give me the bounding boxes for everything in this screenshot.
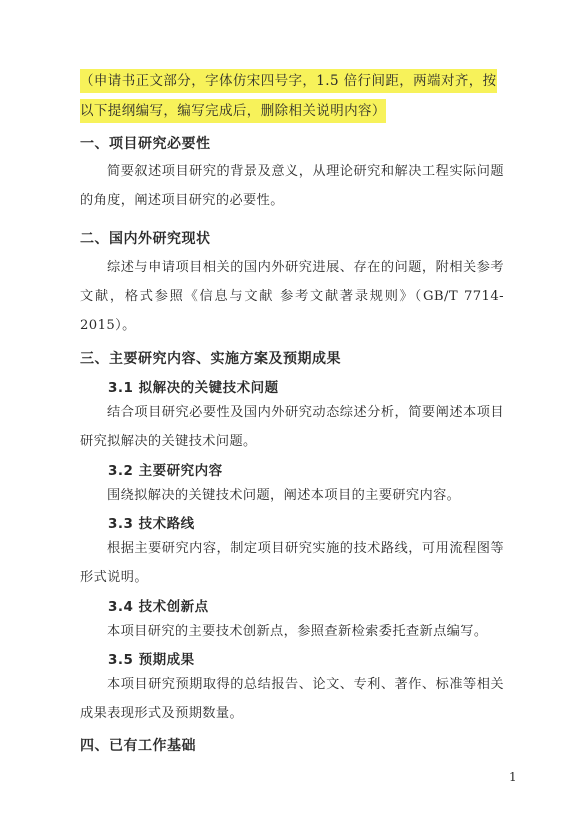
subsection-3-4-paragraph: 本项目研究的主要技术创新点，参照查新检索委托查新点编写。 xyxy=(107,624,488,639)
subsection-heading-3-1: 3.1 拟解决的关键技术问题 xyxy=(108,380,279,396)
section-heading-3: 三、主要研究内容、实施方案及预期成果 xyxy=(80,351,341,367)
subsection-heading-3-3: 3.3 技术路线 xyxy=(108,516,195,532)
section-heading-4: 四、已有工作基础 xyxy=(80,738,196,754)
section-2-paragraph: 综述与申请项目相关的国内外研究进展、存在的问题，附相关参考文献，格式参照《信息与文献 参考文献著录规则》（GB/T 7714-2015）。 xyxy=(80,260,504,333)
instruction-note-text: （申请书正文部分，字体仿宋四号字，1.5 倍行间距，两端对齐，按以下提纲编写，编写完成后，删除相关说明内容） xyxy=(80,69,497,123)
subsection-heading-3-4: 3.4 技术创新点 xyxy=(108,599,209,615)
page-number: 1 xyxy=(509,770,517,784)
section-heading-2: 二、国内外研究现状 xyxy=(80,231,211,247)
subsection-3-5-paragraph: 本项目研究预期取得的总结报告、论文、专利、著作、标准等相关成果表现形式及预期数量。 xyxy=(80,677,504,721)
subsection-3-1-paragraph: 结合项目研究必要性及国内外研究动态综述分析，简要阐述本项目研究拟解决的关键技术问题。 xyxy=(80,405,504,449)
subsection-heading-3-2: 3.2 主要研究内容 xyxy=(108,463,223,479)
section-1-paragraph: 简要叙述项目研究的背景及意义，从理论研究和解决工程实际问题的角度，阐述项目研究的必要性。 xyxy=(80,164,504,208)
section-heading-1: 一、项目研究必要性 xyxy=(80,136,211,152)
subsection-3-2-paragraph: 围绕拟解决的关键技术问题，阐述本项目的主要研究内容。 xyxy=(107,488,461,503)
subsection-heading-3-5: 3.5 预期成果 xyxy=(108,652,195,668)
subsection-3-3-paragraph: 根据主要研究内容，制定项目研究实施的技术路线，可用流程图等形式说明。 xyxy=(80,541,504,585)
instruction-note xyxy=(80,66,504,126)
